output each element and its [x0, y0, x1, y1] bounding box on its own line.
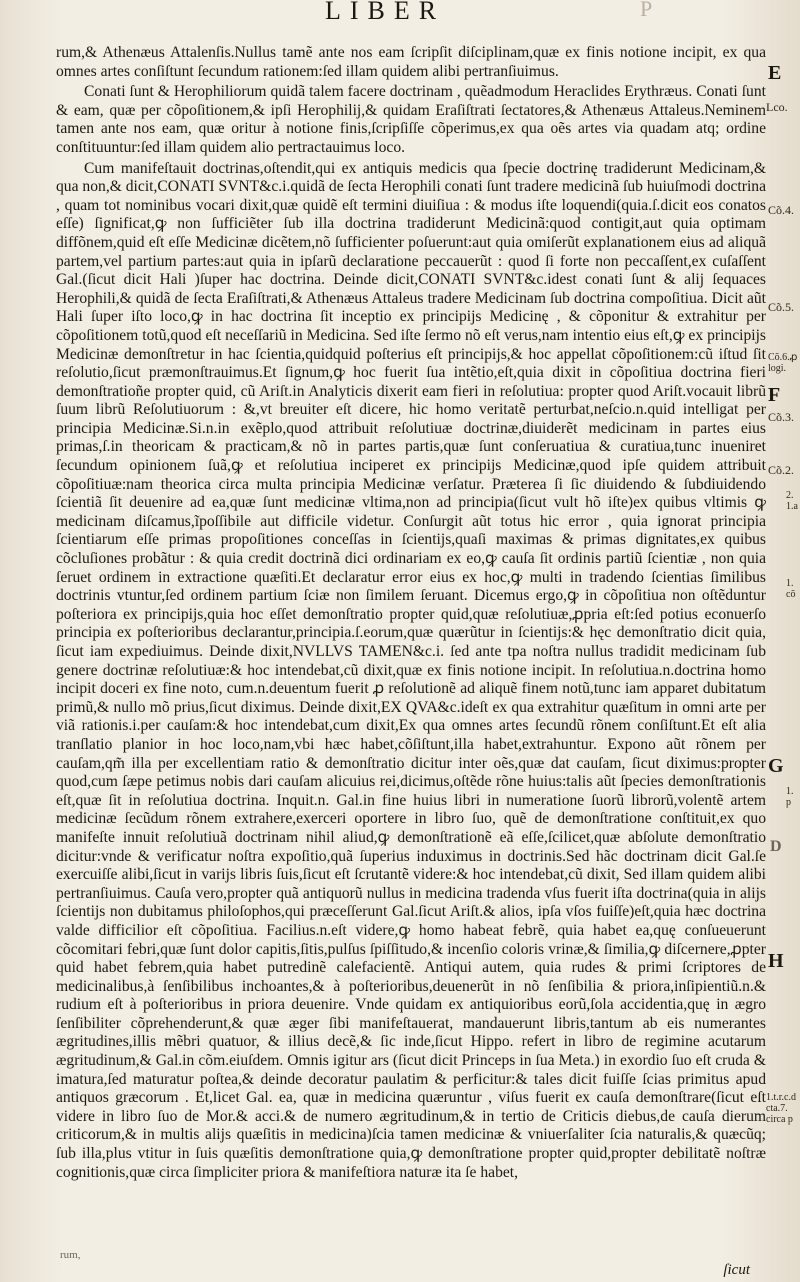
header-title: LIBER — [325, 0, 446, 25]
header-faint-mark: P — [640, 0, 653, 21]
running-header — [55, 0, 765, 26]
paragraph-1: rum,& Athenæus Attalenſis.Nullus tamẽ ante nos eam ſcripſit diſciplinam,quæ ex finis notione incipit, ex qua omnes artes conſiſtunt ſecundum rationem:ſed illam quidem alibi pertranſiuimus. — [56, 44, 766, 80]
margin-letter-h: H — [768, 950, 784, 972]
margin-note-2-1a: 2. 1.a — [786, 490, 798, 512]
margin-note-1-p: 1. p — [786, 786, 794, 808]
margin-note-1-co: 1. cõ — [786, 578, 796, 600]
margin-letter-g: G — [768, 755, 784, 777]
bottom-faint-mark: rum, — [60, 1249, 81, 1261]
catchword: ſicut — [723, 1262, 750, 1278]
margin-faint-letter-d: D — [770, 838, 782, 855]
margin-note-co6: Cõ.6.ꝓ logi. — [768, 352, 798, 374]
paragraph-3: Cum manifeſtauit doctrinas,oſtendit,qui ex antiquis medicis qua ſpecie doctrinę tradiderunt Medicinam,& qua non,& dicit,CONATI SVNT&c.i.quidã de ſecta Herophili conati ſunt tradere medicinã ſub huiuſmodi doctrina , quam tot nominibus vocari dixit,quæ quidẽ eſt termini diuiſiua : & modus iſte loquendi(quia.ſ.dicit eos conatos eſſe) ſignificat,ꝙ non ſufficiẽter ſub illa doctrina tradiderunt Medicinã:quod contigit,aut quia optimam diffõnem,quid eſt eſſe Medicinæ dicẽtem,nõ ſufficienter poſuerunt:aut quia omiſerũt explanationem eius ad aliquã partem,vel partium partes:aut quia in ipſarũ declaratione peccauerũt : quod ſi forte non peccaſſent,ex cuſaſſent Gal.(ſicut dicit Hali )ſuper hac doctrina. Deinde dicit,CONATI SVNT&c.idest conati ſunt & alij ſequaces Herophili,& quidã de ſecta Eraſiſtrati,& Athenæus Attaleus tradere Medicinam ſub doctrina compoſitiua. Dicit aũt Hali ſuper iſto loco,ꝙ in hac doctrina ſit inceptio ex principijs Medicinę , & cõponitur & extrahitur per cõpoſitionem totũ,quod eſt neceſſariũ in Medicina. Sed iſte ſermo nõ eſt verus,nam intentio eius eſt,ꝙ ex principijs Medicinæ demonſtretur in hac ſcientia,quidquid poſterius eſt principijs,& hoc appellat cõpoſitionem:cũ iſtud ſit reſolutio,ſicut præmonſtrauimus.Et ſignum,ꝙ hoc fuerit ſua intẽtio,eſt,quia dixit in cõpoſitiua doctrina fieri demonſtratioñe propter quid, cũ Ariſt.in Analyticis dixerit eam fieri in reſolutiua: propter quod Ariſt.vocauit librũ ſuum librũ Reſolutiuorum : &,vt breuiter eſt dicere, hic homo veritatẽ perturbat,neſcio.n.quid intelligat per principia Medicinæ.Si.n.in exẽplo,quod attribuit reſolutiuæ doctrinæ,diuiderẽt medicinam in partes eius primas,ſ.in theoricam & practicam,& nõ in partes partis,quæ ſunt conſeruatiua & curatiua,tunc inueniret ſecundum opinionem ſuã,ꝙ et reſolutiua inciperet ex principijs Medicinæ,quod ipſe quidem attribuit cõpoſitiuæ:nam theorica circa multa principia Medicinæ verſatur. Præterea ſi ſic diuidendo & ſubdiuidendo ſcientiã ſit deuenire ad ea,quæ ſunt medicinæ vltima,non ad principia(ſicut vult hõ iſte)ex quibus vltimis ꝙ medicinam diſcamus,ĩpoſſibile aut difficile videtur. Conſurgit aũt totus hic error , quia ignorat principia ſcientiarum eſſe primas propoſitiones conceſſas in ſcientijs,quaſi maximas & primas dignitates,ex quibus cõcluſiones probãtur : & quia credit doctrinã dici ordinariam ex eo,ꝙ cauſa ſit ordinis partiũ ſcientiæ , non quia ſeruet ordinem in extractione quæſiti.Et declaratur error eius ex hoc,ꝙ multi in tradendo ſcientias ſimilibus doctrinis vtuntur,ſed ordinem partium ſciæ non ſimilem ſeruant. Dicemus ergo,ꝙ in cõpoſitiua non oſtẽduntur poſteriora ex principijs,quia hoc eſſet demonſtratio propter quid,quæ reſolutiuæ,ꝓpria eſt:ſed potius econuerſo principia ex poſterioribus declarantur,principia.ſ.eorum,quæ quærũtur in ſcientijs:& hęc demonſtratio dicit quia, ſicut iam expediuimus. Deinde dixit,NVLLVS TAMEN&c.i. ſed ante tpa noſtra nullus tradidit medicinam ſub genere doctrinæ reſolutiuæ:& hoc intendebat,cũ dixit,quæ ex finis notione incipit. In reſolutiua.n.doctrina homo incipit doceri ex fine noto, cum.n.deuentum fuerit ꝓ reſolutionẽ ad aliquẽ finem notũ,tunc iam apparet dubitatum primũ,& nullo mõ prius,ſicut diximus. Deinde dixit,EX QVA&c.ideſt ex qua extrahitur quæſitum in omni arte per viã rationis.i.per cauſam:& hoc intendebat,cum dixit,Ex qua omnes artes ſecundũ rõnem conſiſtunt.Et eſt alia tranſlatio planior in hoc loco,nam,vbi hæc habet,cõſiſtunt,illa habet,extrahuntur. Expono aũt rõnem per cauſam,qm̃ illa per excellentiam ratio & demonſtratio dicitur inter oẽs,quæ dat cauſam, ſicut diximus:propter quod,cum ſæpe petimus nobis dari cauſam alicuius rei,dicimus,oſtẽde rõne huius:talis aũt ſpecies demonſtrationis eſt,quæ ſit in reſolutiua doctrina. Inquit.n. Gal.in fine huius libri in numeratione ſuorũ librorũ,volentẽ artem medicinæ ſecũdum rõnem extrahere,exerceri oportere in libro ſuo, quẽ de demonſtratione conſtituit,ex quo manifeſte innuit reſolutiuã doctrinam nihil aliud,ꝙ demonſtrationẽ eã eſſe,ſcilicet,quæ abſolute demonſtratio dicitur:vnde & verificatur noſtra expoſitio,quã ſuperius induximus in doctrinis.Sed hãc doctrinam dicit Gal.ſe exercuiſſe alibi,ſicut in varijs libris ſuis,ſicut eſt ſcrutantẽ videre:& hoc intendebat,cũ dixit, Sed illam quidem alibi pertranſiuimus. Cauſa vero,propter quã antiquorũ nullus in medicina tradenda vſus fuerit iſta doctrina(quia in alijs ſcientijs non dubitamus philoſophos,qui præceſſerunt Gal.ſicut Ariſt.& alios, ipſa vſos fuiſſe)eſt,quia hæc doctrina valde difficilior eſt cõpoſitiua. Facilius.n.eſt videre,ꝙ homo habeat febrẽ, quia habet ea,quę conſueuerunt cõcomitari febri,quæ ſunt dolor capitis,ſitis,pulſus ſpiſſitudo,& incenſio coloris vrinæ,& ſimilia,ꝙ diſcernere,ꝓpter quid habet febrem,quia habet putredinẽ calefacientẽ. Antiqui autem, quia rudes & primi ſcriptores de medicinalibus,à ſenſibilibus inchoantes,& à poſterioribus,deuenerũt in nõ ſenſibilia & priora,inſipientiũ.n.& rudium eſt à poſterioribus in priora deuenire. Vnde quidam ex antiquioribus eorũ,ſola accidentia,quę in ægro ſenſibiliter cõprehenderunt,& quæ æger ſibi manifeſtauerat, mandauerunt libris,tantum ab eis numerantes ægritudines,illis mẽbri quatuor, & illius decẽ,& ſic inde,ſicut Hippo. refert in libro de regimine acutarum ægritudinum,& Gal.in cõm.eiuſdem. Omnis igitur ars (ſicut dicit Princeps in ſua Meta.) in exordio ſuo eſt cruda & imatura,ſed maturatur poſtea,& deinde decoratur paulatim & perficitur:& tales dicit fuiſſe ſcias primitus apud antiquos græcorum . Et,licet Gal. ea, quæ in medicina quæruntur , viſus fuerit ex cauſa demonſtrare(ſicut eſt videre in libro ſuo de Mor.& acci.& de numero ægritudinum,& in tertio de Criticis diebus,de cauſa dierum criticorum,& in multis alijs quæſitis in medicina)ſcia tamen medicinæ & vniuerſaliter ſcia naturalis,& quæcũq; ſub illa,plus vtitur in ſuis quæſitis demonſtratione quia,ꝙ demonſtratione propter quid,propter debilitatẽ noſtræ cognitionis,quæ circa ſimpliciter priora & manifeſtiora naturæ ita ſe habet, — [56, 159, 766, 1181]
margin-note-co5: Cõ.5. — [768, 300, 795, 314]
margin-note-co3: Cõ.3. — [768, 410, 795, 424]
paragraph-2: Conati ſunt & Herophiliorum quidã talem facere doctrinam , quẽadmodum Heraclides Erythræus. Conati ſunt & eam, quæ per cõpoſitionem,& ipſi Herophilij,& quidam Eraſiſtrati ſectatores,& Athenæus Attaleus.Neminem tamen ante nos eam, quæ oritur à notione finis,ſcripſiſſe cõperimus,ex qua oẽs artes via quadam atq; ordine conſtituuntur:ſed illam quidem alio pertractauimus loco. — [56, 83, 766, 156]
margin-note-1trcd: 1.t.r.c.d cta.7. circa p — [766, 1092, 796, 1125]
margin-note-lco: Lco. — [766, 100, 788, 114]
margin-note-co2: Cõ.2. — [768, 463, 795, 477]
main-text — [56, 44, 766, 1184]
margin-note-co4: Cõ.4. — [768, 203, 795, 217]
margin-letter-f: F — [768, 384, 781, 406]
margin-letter-e: E — [768, 62, 782, 84]
